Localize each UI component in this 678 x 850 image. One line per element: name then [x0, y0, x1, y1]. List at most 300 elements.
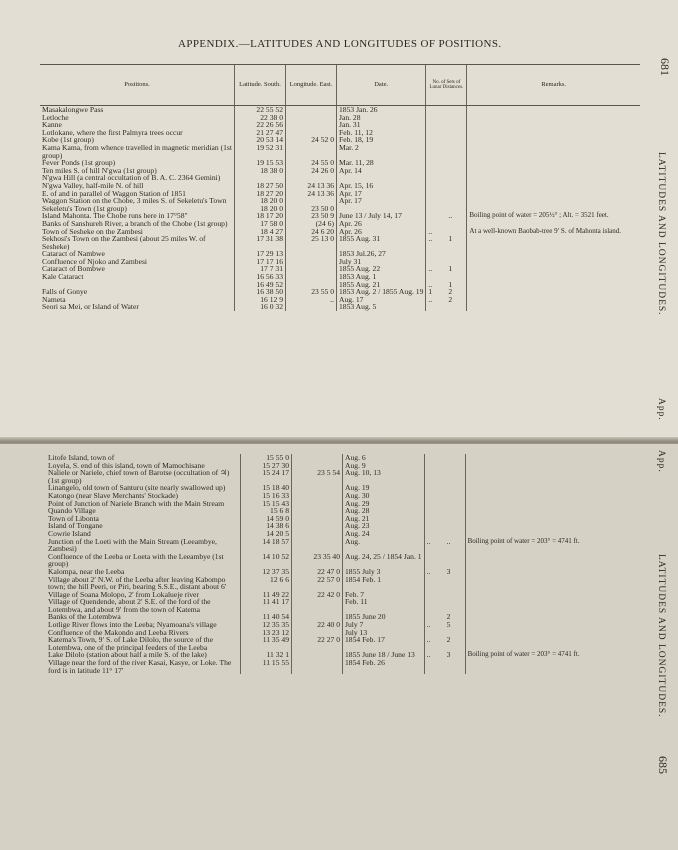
- position-cell: Island of Tongane: [48, 521, 103, 531]
- table-row: [40, 197, 640, 205]
- longitude-cell: [292, 484, 343, 492]
- date-cell: 1855 Aug. 31: [337, 235, 426, 250]
- lunar-e-cell: 1: [448, 234, 453, 244]
- latitude-cell: 13 23 12: [241, 629, 292, 637]
- remarks-cell: [465, 576, 636, 591]
- position-cell: Cowrie Island: [48, 528, 91, 538]
- remarks-cell: [465, 659, 636, 674]
- remarks-cell: [465, 553, 636, 568]
- remarks-cell: [465, 598, 636, 613]
- longitude-cell: [292, 500, 343, 508]
- latitude-cell: 18 38 0: [235, 167, 286, 175]
- table-row: [40, 144, 640, 159]
- date-cell: Feb. 18, 19: [337, 136, 426, 144]
- lunar-e-cell: 5: [446, 620, 451, 630]
- remarks-cell: [467, 129, 640, 137]
- positions-table-top: [40, 64, 640, 311]
- lunar-w-cell: [426, 121, 447, 129]
- lunar-w-cell: [424, 492, 445, 500]
- position-cell: Lotlokane, where the first Palmyra trees occur: [42, 127, 183, 137]
- remarks-cell: Boiling point of water = 205½° ; Alt. = 3521 feet.: [467, 212, 640, 220]
- page-number-top: 681: [658, 58, 672, 76]
- longitude-cell: [286, 273, 337, 281]
- position-cell: Linangelo, old town of Santuru (site nearly swallowed up): [48, 483, 226, 493]
- table-row: [46, 553, 636, 568]
- date-cell: Apr. 26: [337, 220, 426, 228]
- longitude-cell: 23 50 0: [286, 205, 337, 213]
- latitude-cell: 15 6 8: [241, 507, 292, 515]
- date-cell: Apr. 14: [337, 167, 426, 175]
- date-cell: 1855 July 3: [343, 568, 425, 576]
- position-cell: Kale Cataract: [42, 272, 84, 282]
- longitude-cell: 23 5 54: [292, 469, 343, 484]
- date-cell: 1855 Aug. 22: [337, 265, 426, 273]
- lunar-w-cell: [426, 167, 447, 175]
- lunar-e-cell: [446, 121, 467, 129]
- remarks-cell: Boiling point of water = 203° = 4741 ft.: [465, 538, 636, 553]
- latitude-cell: 15 55 0: [241, 454, 292, 462]
- longitude-cell: 23 55 0: [286, 288, 337, 296]
- longitude-cell: [286, 250, 337, 258]
- lunar-e-cell: 1: [448, 264, 453, 274]
- lunar-e-cell: [445, 507, 466, 515]
- lunar-w-cell: ..: [424, 538, 445, 553]
- lunar-e-cell: [446, 167, 467, 175]
- latitude-cell: 12 35 35: [241, 621, 292, 629]
- longitude-cell: 24 13 36: [286, 182, 337, 190]
- lunar-w-cell: [426, 212, 447, 220]
- longitude-cell: (24 6): [286, 220, 337, 228]
- position-cell: Lake Dilolo (station about half a mile S. of the lake): [48, 650, 207, 660]
- remarks-cell: [467, 258, 640, 266]
- remarks-cell: [467, 296, 640, 304]
- date-cell: 1855 June 20: [343, 613, 425, 621]
- date-cell: Aug. 17: [337, 296, 426, 304]
- lunar-w-cell: [426, 129, 447, 137]
- date-cell: Apr. 17: [337, 197, 426, 205]
- position-cell: Kobe (1st group): [42, 135, 94, 145]
- col-positions: Positions.: [40, 65, 235, 106]
- lunar-w-cell: [426, 174, 447, 182]
- latitude-cell: 18 20 0: [235, 197, 286, 205]
- position-cell: Confluence of the Makondo and Leeba Rivers: [48, 627, 189, 637]
- longitude-cell: [286, 121, 337, 129]
- lunar-e-cell: 2: [446, 635, 451, 645]
- remarks-cell: [467, 136, 640, 144]
- lunar-e-cell: [446, 136, 467, 144]
- lunar-e-cell: [446, 129, 467, 137]
- position-cell: Village of Soana Molopo, 2′ from Lokalueje river: [48, 589, 199, 599]
- lunar-e-cell: [445, 484, 466, 492]
- lunar-e-cell: 1: [448, 279, 453, 289]
- lunar-e-cell: [445, 553, 466, 568]
- latitude-cell: 14 20 5: [241, 530, 292, 538]
- position-cell: Masakalongwe Pass: [42, 105, 104, 114]
- table-row: [46, 469, 636, 484]
- latitude-cell: 14 59 0: [241, 515, 292, 523]
- date-cell: Mar. 2: [337, 144, 426, 159]
- longitude-cell: [286, 265, 337, 273]
- latitude-cell: 14 10 52: [241, 553, 292, 568]
- lunar-w-cell: [424, 507, 445, 515]
- remarks-cell: [465, 515, 636, 523]
- remarks-cell: [465, 568, 636, 576]
- position-cell: Sekhosi's Town on the Zambesi (about 25 miles W. of Sesheke): [42, 234, 206, 251]
- longitude-cell: [292, 659, 343, 674]
- lunar-w-cell: [426, 182, 447, 190]
- lunar-e-cell: [446, 174, 467, 182]
- lunar-e-cell: [446, 303, 467, 311]
- lunar-w-cell: [424, 576, 445, 591]
- date-cell: Aug. 28: [343, 507, 425, 515]
- remarks-cell: [465, 591, 636, 599]
- date-cell: Aug. 24, 25 / 1854 Jan. 1: [343, 553, 425, 568]
- position-cell: Confluence of Njoko and Zambesi: [42, 256, 148, 266]
- lunar-w-cell: [426, 159, 447, 167]
- latitude-cell: 15 16 33: [241, 492, 292, 500]
- position-cell: Point of Junction of Nariele Branch with the Main Stream: [48, 498, 225, 508]
- lunar-w-cell: [424, 515, 445, 523]
- position-cell: Cataract of Bombwe: [42, 264, 105, 274]
- lunar-e-cell: 2: [448, 287, 453, 297]
- remarks-cell: [467, 250, 640, 258]
- col-latitude: Latitude. South.: [235, 65, 286, 106]
- latitude-cell: 15 15 43: [241, 500, 292, 508]
- remarks-cell: [465, 492, 636, 500]
- lunar-e-cell: ..: [446, 536, 451, 546]
- date-cell: Aug. 6: [343, 454, 425, 462]
- longitude-cell: [292, 507, 343, 515]
- table-row: [46, 598, 636, 613]
- longitude-cell: [286, 144, 337, 159]
- position-cell: Town of Sesheke on the Zambesi: [42, 226, 143, 236]
- running-head-app-bottom: App.: [656, 450, 666, 473]
- lunar-w-cell: [424, 598, 445, 613]
- lunar-e-cell: [445, 469, 466, 484]
- page-header: APPENDIX.—LATITUDES AND LONGITUDES OF POSITIONS.: [178, 38, 502, 50]
- date-cell: 1853 Jul.26, 27: [337, 250, 426, 258]
- position-cell: Litofe Island, town of: [48, 453, 115, 462]
- lunar-e-cell: ..: [448, 211, 453, 221]
- latitude-cell: 14 18 57: [241, 538, 292, 553]
- position-cell: Cataract of Nambwe: [42, 249, 105, 259]
- latitude-cell: 17 58 0: [235, 220, 286, 228]
- lunar-w-cell: [426, 205, 447, 213]
- longitude-cell: ..: [286, 296, 337, 304]
- latitude-cell: 17 31 38: [235, 235, 286, 250]
- latitude-cell: 16 38 50: [235, 288, 286, 296]
- latitude-cell: 11 15 55: [241, 659, 292, 674]
- position-cell: Kalompa, near the Leeba: [48, 566, 125, 576]
- lunar-w-cell: [426, 250, 447, 258]
- remarks-cell: [465, 469, 636, 484]
- remarks-cell: [467, 197, 640, 205]
- date-cell: Aug. 30: [343, 492, 425, 500]
- table-row: [46, 659, 636, 674]
- table-row: [46, 507, 636, 515]
- date-cell: Feb. 11: [343, 598, 425, 613]
- latitude-cell: 14 38 6: [241, 522, 292, 530]
- latitude-cell: 17 29 13: [235, 250, 286, 258]
- lunar-w-cell: [424, 484, 445, 492]
- remarks-cell: [465, 454, 636, 462]
- position-cell: Katongo (near Slave Merchants' Stockade): [48, 490, 178, 500]
- latitude-cell: 18 27 20: [235, 190, 286, 198]
- position-cell: Lotlige River flows into the Leeba; Nyamoana's village: [48, 620, 217, 630]
- col-lunar: No. of Sets of Lunar Distances.: [426, 65, 467, 106]
- longitude-cell: [292, 515, 343, 523]
- col-longitude: Longitude. East.: [286, 65, 337, 106]
- lunar-w-cell: ..: [426, 228, 447, 236]
- remarks-cell: [465, 484, 636, 492]
- remarks-cell: [465, 500, 636, 508]
- lunar-w-cell: [426, 106, 447, 114]
- latitude-cell: 15 27 30: [241, 462, 292, 470]
- latitude-cell: 16 12 9: [235, 296, 286, 304]
- remarks-cell: [465, 613, 636, 621]
- date-cell: Aug. 24: [343, 530, 425, 538]
- latitude-cell: 11 49 22: [241, 591, 292, 599]
- remarks-cell: [467, 121, 640, 129]
- col-date: Date.: [337, 65, 426, 106]
- longitude-cell: 22 57 0: [292, 576, 343, 591]
- positions-table-bottom: [46, 454, 636, 674]
- remarks-cell: Boiling point of water = 203° = 4741 ft.: [465, 651, 636, 659]
- longitude-cell: [292, 454, 343, 462]
- longitude-cell: [286, 258, 337, 266]
- lunar-w-cell: [426, 197, 447, 205]
- latitude-cell: 22 55 52: [235, 106, 286, 114]
- latitude-cell: 20 53 14: [235, 136, 286, 144]
- lunar-e-cell: [446, 114, 467, 122]
- table-row: [46, 500, 636, 508]
- position-cell: Waggon Station on the Chobe, 3 miles S. of Sekeletu's Town: [42, 196, 227, 206]
- date-cell: Aug.: [343, 538, 425, 553]
- lunar-w-cell: [424, 522, 445, 530]
- latitude-cell: 18 27 50: [235, 182, 286, 190]
- position-cell: Junction of the Loeti with the Main Stream (Leeambye, Zambesi): [48, 536, 217, 554]
- remarks-cell: [465, 507, 636, 515]
- remarks-cell: [467, 114, 640, 122]
- lunar-w-cell: [424, 553, 445, 568]
- longitude-cell: 22 42 0: [292, 591, 343, 599]
- position-cell: Banks of Sanshureh River, a branch of the Chobe (1st group): [42, 218, 228, 228]
- date-cell: Feb. 7: [343, 591, 425, 599]
- lunar-e-cell: [445, 576, 466, 591]
- longitude-cell: [292, 538, 343, 553]
- lunar-w-cell: [424, 462, 445, 470]
- lunar-w-cell: ..: [426, 281, 447, 289]
- lunar-w-cell: [424, 469, 445, 484]
- side-title-top: LATITUDES AND LONGITUDES.: [656, 152, 666, 316]
- date-cell: June 13 / July 14, 17: [337, 212, 426, 220]
- lunar-e-cell: 2: [448, 294, 453, 304]
- longitude-cell: 25 13 0: [286, 235, 337, 250]
- remarks-cell: [465, 621, 636, 629]
- date-cell: 1854 Feb. 1: [343, 576, 425, 591]
- lunar-w-cell: [426, 190, 447, 198]
- position-cell: Loyela, S. end of this island, town of Mamochisane: [48, 460, 205, 470]
- date-cell: Jan. 31: [337, 121, 426, 129]
- lunar-e-cell: [446, 144, 467, 159]
- remarks-cell: [467, 281, 640, 289]
- date-cell: 1854 Feb. 26: [343, 659, 425, 674]
- running-head-app-top: App.: [656, 398, 666, 421]
- lunar-e-cell: [445, 659, 466, 674]
- lunar-w-cell: 1: [426, 288, 447, 296]
- remarks-cell: [467, 182, 640, 190]
- lunar-w-cell: [426, 114, 447, 122]
- latitude-cell: 22 26 56: [235, 121, 286, 129]
- position-cell: Nameta: [42, 294, 66, 304]
- latitude-cell: 16 49 52: [235, 281, 286, 289]
- longitude-cell: [292, 492, 343, 500]
- latitude-cell: 15 18 40: [241, 484, 292, 492]
- lunar-e-cell: [445, 598, 466, 613]
- longitude-cell: [292, 530, 343, 538]
- position-cell: Kama Kama, from whence travelled in magnetic meridian (1st group): [42, 142, 232, 160]
- remarks-cell: At a well-known Baobab-tree 9′ S. of Mahonta island.: [467, 228, 640, 236]
- date-cell: Aug. 23: [343, 522, 425, 530]
- latitude-cell: 11 32 1: [241, 651, 292, 659]
- longitude-cell: [286, 114, 337, 122]
- table-row: [46, 576, 636, 591]
- position-cell: Village about 2′ N.W. of the Leeba after leaving Kabompo town; the hill Peeri, or Piri, bearing S.S.E., distant about 6′: [48, 574, 227, 592]
- date-cell: July 31: [337, 258, 426, 266]
- remarks-cell: [467, 303, 640, 311]
- lunar-w-cell: [424, 454, 445, 462]
- lunar-w-cell: ..: [424, 636, 445, 651]
- position-cell: Ten miles S. of hill N'gwa (1st group): [42, 165, 157, 175]
- position-cell: Town of Libonta: [48, 513, 99, 523]
- position-cell: Sekeletu's Town (1st group): [42, 203, 127, 213]
- longitude-cell: 24 13 36: [286, 190, 337, 198]
- date-cell: Aug. 10, 13: [343, 469, 425, 484]
- date-cell: Jan. 28: [337, 114, 426, 122]
- remarks-cell: [467, 190, 640, 198]
- side-title-bottom: LATITUDES AND LONGITUDES.: [656, 554, 666, 718]
- longitude-cell: 22 40 0: [292, 621, 343, 629]
- longitude-cell: 22 27 0: [292, 636, 343, 651]
- lunar-e-cell: [446, 220, 467, 228]
- table-row: [40, 235, 640, 250]
- lower-page: [0, 444, 678, 850]
- page-number-bottom: 685: [656, 756, 670, 774]
- remarks-cell: [467, 288, 640, 296]
- longitude-cell: 24 26 0: [286, 167, 337, 175]
- lunar-w-cell: ..: [426, 296, 447, 304]
- latitude-cell: 16 0 32: [235, 303, 286, 311]
- remarks-cell: [465, 629, 636, 637]
- lunar-e-cell: [446, 106, 467, 114]
- lunar-w-cell: ..: [426, 265, 447, 273]
- lunar-w-cell: [426, 144, 447, 159]
- latitude-cell: 19 52 31: [235, 144, 286, 159]
- lunar-e-cell: [446, 182, 467, 190]
- position-cell: Banks of the Lotembwa: [48, 612, 121, 622]
- longitude-cell: 24 6 20: [286, 228, 337, 236]
- remarks-cell: [467, 144, 640, 159]
- table-row: [46, 515, 636, 523]
- remarks-cell: [467, 235, 640, 250]
- latitude-cell: 12 6 6: [241, 576, 292, 591]
- lunar-w-cell: [424, 591, 445, 599]
- remarks-cell: [465, 462, 636, 470]
- position-cell: Kanne: [42, 120, 62, 130]
- lunar-w-cell: ..: [424, 568, 445, 576]
- remarks-cell: [465, 636, 636, 651]
- latitude-cell: 15 24 17: [241, 469, 292, 484]
- position-cell: Confluence of the Leeba or Loeta with the Leeambye (1st group): [48, 551, 224, 569]
- date-cell: 1853 Aug. 1: [337, 273, 426, 281]
- longitude-cell: 23 50 9: [286, 212, 337, 220]
- lunar-e-cell: [445, 591, 466, 599]
- date-cell: 1854 Feb. 17: [343, 636, 425, 651]
- date-cell: July 7: [343, 621, 425, 629]
- lunar-w-cell: ..: [426, 235, 447, 250]
- date-cell: Aug. 19: [343, 484, 425, 492]
- latitude-cell: 12 37 35: [241, 568, 292, 576]
- position-cell: N'gwa Hill (a central occultation of B. A. C. 2364 Gemini): [42, 173, 221, 183]
- position-cell: Quando Village: [48, 506, 96, 516]
- lunar-e-cell: [445, 454, 466, 462]
- latitude-cell: 17 17 16: [235, 258, 286, 266]
- longitude-cell: [292, 522, 343, 530]
- position-cell: Seori sa Mei, or Island of Water: [42, 302, 139, 312]
- date-cell: 1853 Aug. 2 / 1855 Aug. 19: [337, 288, 426, 296]
- longitude-cell: 23 35 40: [292, 553, 343, 568]
- remarks-cell: [467, 273, 640, 281]
- latitude-cell: 11 41 17: [241, 598, 292, 613]
- lunar-e-cell: [445, 500, 466, 508]
- longitude-cell: [286, 303, 337, 311]
- date-cell: Aug. 9: [343, 462, 425, 470]
- latitude-cell: 18 4 27: [235, 228, 286, 236]
- table-row: [46, 522, 636, 530]
- lunar-e-cell: 3: [446, 650, 451, 660]
- lunar-e-cell: [445, 492, 466, 500]
- date-cell: 1855 Aug. 21: [337, 281, 426, 289]
- table-row: [46, 636, 636, 651]
- lunar-e-cell: [445, 462, 466, 470]
- position-cell: E. of and in parallel of Waggon Station of 1851: [42, 188, 186, 198]
- lunar-w-cell: [424, 500, 445, 508]
- lunar-w-cell: [424, 659, 445, 674]
- latitude-cell: 17 7 31: [235, 265, 286, 273]
- date-cell: Mar. 11, 28: [337, 159, 426, 167]
- date-cell: Apr. 26: [337, 228, 426, 236]
- col-remarks: Remarks.: [467, 65, 640, 106]
- longitude-cell: [286, 106, 337, 114]
- latitude-cell: 19 15 53: [235, 159, 286, 167]
- date-cell: 1853 Jan. 26: [337, 106, 426, 114]
- longitude-cell: [292, 651, 343, 659]
- remarks-cell: [465, 522, 636, 530]
- date-cell: Aug. 21: [343, 515, 425, 523]
- latitude-cell: 18 17 20: [235, 212, 286, 220]
- longitude-cell: 24 55 0: [286, 159, 337, 167]
- lunar-e-cell: [446, 197, 467, 205]
- position-cell: Island Mahonta. The Chobe runs here in 17°58″: [42, 211, 188, 221]
- date-cell: Feb. 11, 12: [337, 129, 426, 137]
- table-row: [40, 303, 640, 311]
- position-cell: Village near the ford of the river Kasai, Kasye, or Loke. The ford is in latitude 11° 17′: [48, 658, 232, 675]
- latitude-cell: 22 38 0: [235, 114, 286, 122]
- lunar-e-cell: [446, 250, 467, 258]
- position-cell: Falls of Gonye: [42, 287, 88, 297]
- position-cell: Naliele or Nariele, chief town of Barotse (occultation of ♃) (1st group): [48, 468, 230, 485]
- lunar-e-cell: 3: [446, 566, 451, 576]
